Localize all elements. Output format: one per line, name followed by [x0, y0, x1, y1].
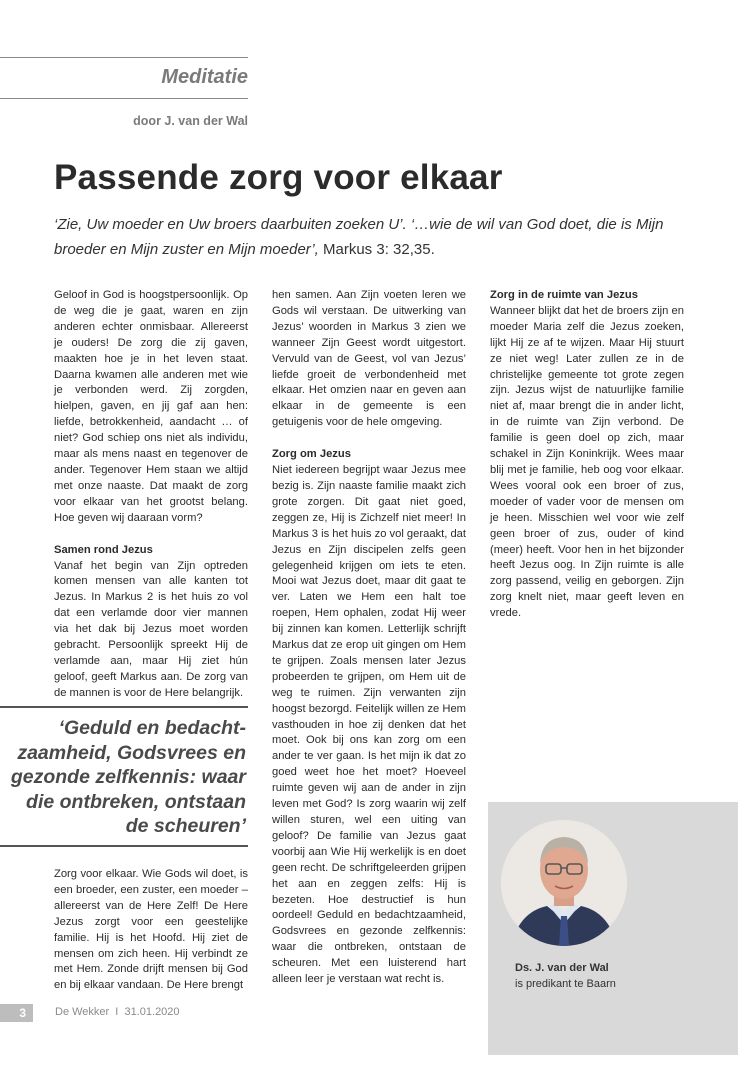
footer-publication: De Wekker I 31.01.2020 [55, 1006, 180, 1018]
intro-quote-text: ‘Zie, Uw moeder en Uw broers daarbuiten zoeken U’. ‘…wie de wil van God doet, die is Mijn broeder en Mijn zuster en Mijn moeder’, [54, 216, 664, 258]
intro-quote [54, 212, 688, 262]
paragraph: Wanneer blijkt dat het de broers zijn en moeder Maria zelf die Jezus zoeken, lijkt Hij ze af te wijzen. Maar Hij stuurt ze niet weg! Later zullen ze in de christelijke gemeente tot grote zegen zijn. Jezus wijst de natuurlijke familie niet af, maar brengt die in ander licht, in de ruimte van Zijn verbond. De familie is geen doel op zich, maar schakel in Zijn Koninkrijk. Wees maar blij met je familie, heb oog voor elkaar. Wees vooral ook een broer of zus, moeder of vader voor de mensen om je heen. Misschien wel voor wie zelf geen broer of zus, ouder of kind (meer) heeft. Voor hen in het bijzonder heeft Jezus oog. In Zijn ruimte is alle zorg passend, veilig en geborgen. Zijn zorg knelt niet, maar geeft leven en vrede. [490, 304, 684, 620]
subheading-zorg-in-de-ruimte: Zorg in de ruimte van Jezus [490, 289, 638, 301]
section-label: Meditatie [161, 66, 248, 88]
article-title: Passende zorg voor elkaar [54, 158, 503, 197]
author-photo [501, 820, 627, 946]
pull-quote: ‘Geduld en bedacht-zaamheid, Godsvrees en gezonde zelfkennis: waar die ontbreken, ontstaan de scheuren’ [10, 717, 246, 837]
pullquote-top-rule [0, 706, 248, 708]
author-role: is predikant te Baarn [515, 978, 616, 990]
byline: door J. van der Wal [133, 114, 248, 128]
pullquote-bottom-rule [0, 845, 248, 847]
author-portrait-illustration [501, 820, 627, 946]
column-2 [272, 288, 466, 988]
paragraph: Geloof in God is hoogstpersoonlijk. Op de weg die je gaat, waren en zijn anderen echter onmisbaar. Allereerst je ouders! De zorg die zij gaven, maakten hoe je in het leven staat. Daarna kwamen alle anderen met wie je verbonden werd. Zij zorgden, hielpen, gaven, en jij gaf aan hen: liefde, betrokkenheid, aandacht … of niet? God schiep ons niet als individu, maar als mens naast en tegenover de ander. Tegenover Hem staan we altijd met onze naaste. Dat maakt de zorg voor elkaar van het grootst belang. Hoe geven wij daaraan vorm? [54, 289, 248, 524]
column-1-top [54, 288, 248, 702]
column-3 [490, 288, 684, 622]
page-number: 3 [0, 1004, 33, 1022]
author-name: Ds. J. van der Wal [515, 962, 609, 974]
column-1-bottom [54, 867, 248, 994]
subheading-samen-rond-jezus: Samen rond Jezus [54, 543, 153, 556]
header-bottom-rule [0, 98, 248, 99]
paragraph: hen samen. Aan Zijn voeten leren we Gods wil verstaan. De uitwerking van Jezus’ woorden in Markus 3 zien we wanneer Zijn Geest wordt uitgestort. Vervuld van de Geest, vol van Jezus’ liefde groeit de verbondenheid met elkaar. Het omzien naar en geven aan elkaar in de gemeente is een getuigenis voor de hele omgeving. [272, 289, 466, 429]
intro-reference: Markus 3: 32,35. [318, 241, 435, 258]
paragraph: Zorg voor elkaar. Wie Gods wil doet, is een broeder, een zuster, een moeder – allereerst van de Here Zelf! De Here Jezus zorgt voor een geestelijke familie. Hij is het Hoofd. Hij ziet de mensen om zich heen. Hij verbindt ze met Hem. Zonde drijft mensen bij God en bij elkaar vandaan. De Here brengt [54, 868, 248, 992]
paragraph: Vanaf het begin van Zijn optreden komen mensen van alle kanten tot Jezus. In Markus 2 is het huis zo vol dat een verlamde door vier mannen via het dak bij Jezus moet worden gebracht. Persoonlijk spreekt Hij de verlamde aan, maar Hij ziet hún geloof, geeft Markus aan. De zorg van de mannen is voor de Here belangrijk. [54, 559, 248, 699]
paragraph: Niet iedereen begrijpt waar Jezus mee bezig is. Zijn naaste familie maakt zich grote zorgen. Dit gaat niet goed, zeggen ze, Hij is Zichzelf niet meer! In Markus 3 is het huis zo vol geraakt, dat Jezus en Zijn discipelen zelfs geen gelegenheid krijgen om iets te eten. Mooi wat Jezus doet, maar dit gaat te ver. Laten we Hem een halt toe roepen, Hem ophalen, zodat Hij weer bij zinnen kan komen. Letterlijk schrijft Markus dat ze erop uit gingen om Hem te grijpen. Zoals mensen later Jezus probeerden te grijpen, om Hem uit de weg te ruimen. Zijn verwanten zijn hoogst bezorgd. Feitelijk willen ze Hem vasthouden in hoe zij denken dat het moet. Ook bij ons kan zorg om een ander te ver gaan. Is het mijn ik dat zo goed weet hoe het moet? Hoeveel ruimte geven wij aan de ander in zijn leven met God? Is zorg waarin wij zelf willen sturen, wel een uiting van geloof? De familie van Jezus gaat voorbij aan Wie Hij werkelijk is en doet geen recht. De schriftgeleerden grijpen het aan en zeggen zelfs: Hij is bezeten. Hoe destructief is hun oordeel! Geduld en bedachtzaamheid, Godsvrees en gezonde zelfkennis: waar die ontbreken, ontstaan de scheuren. Met een luisterend hart alleen leer je verstaan wat recht is. [272, 464, 467, 986]
header-top-rule [0, 57, 248, 58]
subheading-zorg-om-jezus: Zorg om Jezus [272, 448, 351, 461]
